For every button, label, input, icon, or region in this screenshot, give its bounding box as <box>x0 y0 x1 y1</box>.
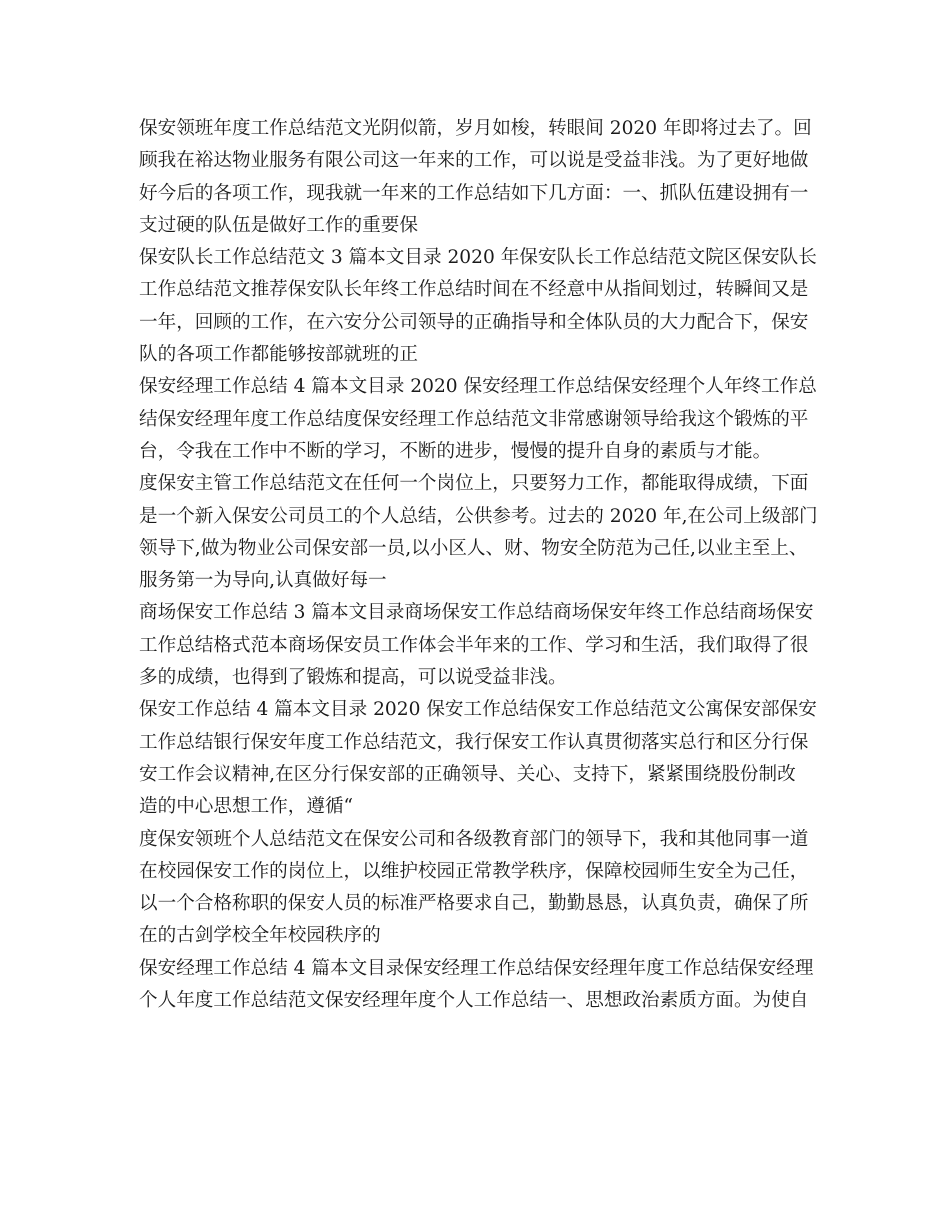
text-line: 在的古剑学校全年校园秩序的 <box>139 925 381 947</box>
paragraph-6 <box>139 694 819 823</box>
text-line: 度保安领班个人总结范文在保安公司和各级教育部门的领导下，我和其他同事一道 <box>139 828 809 850</box>
text-line: 保安经理工作总结 4 篇本文目录保安经理工作总结保安经理年度工作总结保安经理 <box>139 957 814 979</box>
text-line: 好今后的各项工作，现我就一年来的工作总结如下几方面：一、抓队伍建设拥有一 <box>139 182 809 204</box>
text-line: 度保安主管工作总结范文在任何一个岗位上，只要努力工作，都能取得成绩，下面 <box>139 473 809 495</box>
text-line: 结保安经理年度工作总结度保安经理工作总结范文非常感谢领导给我这个锻炼的平 <box>139 408 809 430</box>
text-line: 是一个新入保安公司员工的个人总结，公供参考。过去的 2020 年,在公司上级部门 <box>139 505 818 527</box>
text-line: 保安经理工作总结 4 篇本文目录 2020 保安经理工作总结保安经理个人年终工作总 <box>139 376 817 398</box>
paragraph-5 <box>139 597 819 694</box>
paragraph-2 <box>139 242 819 371</box>
text-line: 在校园保安工作的岗位上，以维护校园正常教学秩序，保障校园师生安全为己任， <box>139 860 809 882</box>
text-line: 以一个合格称职的保安人员的标准严格要求自己，勤勤恳恳，认真负责，确保了所 <box>139 893 809 915</box>
document-body <box>139 113 819 1017</box>
text-line: 个人年度工作总结范文保安经理年度个人工作总结一、思想政治素质方面。为使自 <box>139 990 809 1012</box>
text-line: 安工作会议精神,在区分行保安部的正确领导、关心、支持下，紧紧围绕股份制改 <box>139 763 796 785</box>
text-line: 一年，回顾的工作，在六安分公司领导的正确指导和全体队员的大力配合下，保安 <box>139 311 809 333</box>
text-line: 保安工作总结 4 篇本文目录 2020 保安工作总结保安工作总结范文公寓保安部保安 <box>139 699 817 721</box>
text-line: 领导下,做为物业公司保安部一员,以小区人、财、物安全防范为己任,以业主至上、 <box>139 537 808 559</box>
text-line: 服务第一为导向,认真做好每一 <box>139 570 387 592</box>
text-line: 保安队长工作总结范文 3 篇本文目录 2020 年保安队长工作总结范文院区保安队长 <box>139 247 817 269</box>
text-line: 队的各项工作都能够按部就班的正 <box>139 344 418 366</box>
text-line: 工作总结格式范本商场保安员工作体会半年来的工作、学习和生活，我们取得了很 <box>139 634 809 656</box>
paragraph-3 <box>139 371 819 468</box>
text-line: 多的成绩，也得到了锻炼和提高，可以说受益非浅。 <box>139 667 567 689</box>
text-line: 工作总结范文推荐保安队长年终工作总结时间在不经意中从指间划过，转瞬间又是 <box>139 279 809 301</box>
paragraph-1 <box>139 113 819 242</box>
text-line: 保安领班年度工作总结范文光阴似箭，岁月如梭，转眼间 2020 年即将过去了。回 <box>139 118 812 139</box>
paragraph-8 <box>139 953 819 1018</box>
text-line: 商场保安工作总结 3 篇本文目录商场保安工作总结商场保安年终工作总结商场保安 <box>139 602 814 624</box>
text-line: 支过硬的队伍是做好工作的重要保 <box>139 214 418 236</box>
paragraph-7 <box>139 824 819 953</box>
text-line: 工作总结银行保安年度工作总结范文，我行保安工作认真贯彻落实总行和区分行保 <box>139 731 809 753</box>
paragraph-4 <box>139 468 819 597</box>
text-line: 台，令我在工作中不断的学习，不断的进步，慢慢的提升自身的素质与才能。 <box>139 440 772 462</box>
text-line: 造的中心思想工作，遵循“ <box>139 796 354 818</box>
text-line: 顾我在裕达物业服务有限公司这一年来的工作，可以说是受益非浅。为了更好地做 <box>139 150 809 172</box>
